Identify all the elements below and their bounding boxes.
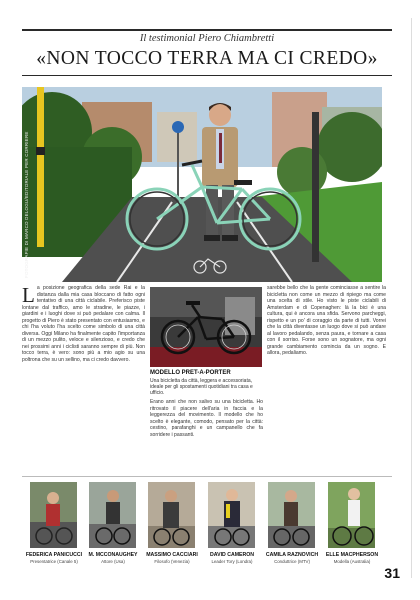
thumbnail-photo	[148, 482, 195, 548]
body-text-middle: Erano anni che non salivo su una bicicletta. Ho ritrovato il piacere dell'aria in faccia e la leggerezza del movimento. Il modello che ho scelto è elegante, comodo, pensato per la città: cestino, parafanghi e un campanello che fa sorridere i passanti.	[150, 399, 263, 438]
body-column-right	[267, 285, 386, 357]
thumbnail-role: Attore (Usa)	[101, 559, 125, 564]
thumbnail-role: Leader Tory (Londra)	[211, 559, 253, 564]
drop-cap: L	[22, 283, 35, 307]
bike-inset-photo	[150, 287, 262, 367]
page-spine	[411, 18, 412, 578]
hero-photo	[22, 87, 382, 282]
page-number: 31	[384, 565, 400, 581]
thumbnail-role: Filosofo (Venezia)	[154, 559, 190, 564]
thumbnail-photo	[208, 482, 255, 548]
thumbnail-photo	[89, 482, 136, 548]
body-text-right: sarebbe bello che la gente cominciasse a sentire la bicicletta non come un mezzo di ripiego ma come una scelta di stile. Ho visto le piste ciclabili di Amsterdam e di Copenaghen: là la bici è una cultura, qui è ancora una sfida. Servono parcheggi, rispetto e un po' di coraggio da parte di tutti. Vorrei che la città diventasse un luogo dove si può andare al lavoro pedalando, senza paura, e tornare a casa con il sorriso. Forse sono un sognatore, ma ogni grande cambiamento comincia da un sogno. E allora, pedaliamo.	[267, 285, 386, 357]
thumbnail-name: FEDERICA PANICUCCI	[25, 552, 83, 558]
thumbnail-name: DAVID CAMERON	[210, 552, 254, 558]
article-headline: «NON TOCCO TERRA MA CI CREDO»	[36, 48, 378, 69]
thumbnail-name: M. MCCONAUGHEY	[88, 552, 138, 558]
body-column-left	[22, 285, 145, 364]
body-column-middle	[150, 399, 263, 438]
top-rule	[22, 29, 392, 31]
thumbnail-photo	[268, 482, 315, 548]
thumbnail-name: ELLE MACPHERSON	[325, 552, 379, 558]
thumbnail-role: Presentatrice (Canale 5)	[30, 559, 78, 564]
thumbnail-name: MASSIMO CACCIARI	[146, 552, 198, 558]
article-kicker: Il testimonial Piero Chiambretti	[139, 33, 275, 44]
thumbnail-name: CAMILA RAZNOVICH	[265, 552, 319, 558]
inset-caption: Una bicicletta da città, leggera e accessoriata, ideale per gli spostamenti quotidiani tra casa e ufficio.	[150, 378, 253, 397]
thumbnails-rule	[22, 476, 392, 477]
thumbnail-role: Modella (Australia)	[333, 559, 371, 564]
inset-caption-title: MODELLO PRET-A-PORTER	[150, 370, 231, 376]
photo-credit: FOTOGRAFIE DI MARCO DELOGU/EDITORIALE PER CORRIERE	[24, 131, 29, 278]
thumbnail-photo	[30, 482, 77, 548]
body-text-left: a posizione geografica della sede Rai e la distanza dalla mia casa bloccano di fatto ogni tentativo di una città ciclabile. Preferisco piste lontane dal traffico, amo le stradine, le piazze, i giardini e i luoghi dove si può pedalare con calma. Il progetto di Piero è stato presentato con entusiasmo, e chi l'ha voluto l'ha scelto come simbolo di una città diversa. Oggi Milano ha finalmente capito l'importanza di un mezzo pulito, veloce e silenzioso, e credo che nei prossimi anni i ciclisti saranno sempre di più. Non tocco terra, è vero: sono più a mio agio su una poltrona che su un sellino, ma ci credo davvero.	[22, 285, 145, 364]
thumbnail-role: Conduttrice (MTV)	[274, 559, 310, 564]
headline-rule	[22, 75, 392, 76]
thumbnail-photo	[328, 482, 375, 548]
